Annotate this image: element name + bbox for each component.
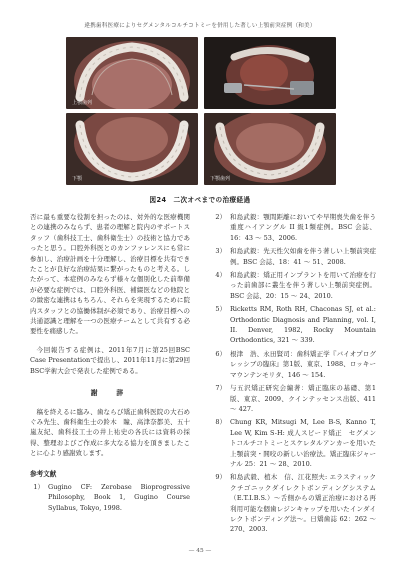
- reference-text: 与五沢矯正研究会編著：矯正臨床の基礎、第1版、東京、2009、クインテッセンス出版、411 〜 427.: [230, 384, 376, 413]
- acknowledgement-text: 稿を終えるに臨み、歯ならび矯正歯科医院の大石めぐみ先生、歯科衛生士の鈴木 瞳、高津奈都美、五十嵐友紀、歯科技工士の井上祐史の各氏には資料の採得、整理およびご作成に多大なる協力を頂きましたことに心より感謝致します。: [30, 407, 190, 458]
- photo-upper-arch: [66, 37, 198, 109]
- photo-lower-arch: [66, 113, 198, 185]
- reference-item: [212, 212, 376, 243]
- reference-number: 8）: [215, 418, 226, 427]
- reference-item: [212, 349, 376, 380]
- body-paragraph: 今回報告する症例は、2011年7月に第25回BSC Case Presentationで提出し、2011年11月に第29回BSC学術大会で発表した症例である。: [30, 345, 190, 375]
- reference-text: 和島武毅：矯正用インプラントを用いて治療を行った前歯部に叢生を伴う著しい上顎前突症例。BSC 会誌、20：15 〜 24、2010.: [230, 271, 376, 300]
- reference-number: 1）: [33, 482, 44, 491]
- photo-label: 上顎歯列: [72, 100, 93, 106]
- reference-text: 根津 浩、永田賢司：歯科矯正学『バイオプログレッシブの臨床』第1版、東京、1988、ロッキーマウンテンモリタ、146 〜 154.: [230, 349, 376, 379]
- reference-text: 和島武毅：先天性欠如歯を伴う著しい上顎前突症例。BSC 会誌、18：41 〜 51、2008.: [230, 247, 376, 266]
- reference-text: 和島武毅、植木 信、江花照夫: エラスティッククチゴニックダイレクトボンディングシステム（E.T.I.B.S.）〜舌側からの矯正治療における再利用可能な個歯レジンキャップを用いたインダイレクトボンディング法〜。日矯歯誌 62：262 〜 270、2003.: [230, 473, 376, 534]
- reference-text: Gugino CF: Zerobase Bioprogressive Philosophy, Book 1, Gugino Course Syllabus, Tokyo, 1998.: [48, 482, 190, 512]
- figure-caption: 図24 二次オペまでの治療経過: [149, 196, 251, 204]
- acknowledgement-heading: 謝 辞: [90, 389, 130, 398]
- reference-number: 5）: [215, 305, 226, 314]
- photo-surgical-site: [204, 37, 336, 109]
- figure: [66, 37, 336, 185]
- photo-lower-arch-2: [204, 113, 336, 185]
- body-paragraph: 否に最も重要な役割を担ったのは、対外的な医療機関との連携のみならず、患者の理解と院内のサポートスタッフ（歯科技工士、歯科衛生士）の技術と協力であったと思う。口腔外科医とのカンファレンスにも常に参加し、治療計画を十分理解し、治療目標を共有できたことが良好な治療結果に繋がったものと考える。したがって、本症例のみならず様々な個別化した前準備が必要な症例では、口腔外科医、補綴医などの他院との緻密な連携はもちろん、それらを実現するために院内スタッフとの協働体制が必須であり、治療目標への共通認識と理解を一つの医療チームとして共有する必要性を痛感した。: [30, 213, 190, 336]
- reference-item: [212, 383, 376, 414]
- reference-text: Ricketts RM, Roth RH, Chaconas SJ, et al.: Orthodontic Diagnosis and Planning, vol. I, II. Denver, 1982, Rocky Mountain Orthodontics, 321 〜 339.: [230, 305, 376, 345]
- reference-item: [212, 246, 376, 267]
- reference-text: 和島武毅：顎間距離においてや早期喪失歯を伴う重度ハイアングル II 級1類症例。BSC 会誌、16：43 〜 53、2006.: [230, 213, 376, 242]
- reference-text: Chung KR, Mitsugi M, Lee B-S, Kanno T, Lee W, Kim S-H: 成人スピード矯正 セグメントコルチコトミーとスケレタルアンカーを用いた上顎前突・開咬の新しい治療法。矯正臨床ジャーナル 25：21 〜 28、2010.: [230, 418, 376, 468]
- reference-number: 7）: [215, 384, 226, 393]
- reference-number: 2）: [215, 213, 226, 221]
- right-column: [212, 212, 376, 538]
- references-heading: 参考文献: [30, 469, 57, 478]
- reference-item: [212, 304, 376, 346]
- reference-item: [212, 472, 376, 534]
- page-number: — 45 —: [188, 548, 212, 554]
- reference-number: 4）: [215, 271, 226, 280]
- running-head: 違携歯科医療によりセグメンタルコルチコトミーを併用した著しい上顎前突症例（和美）: [84, 23, 316, 29]
- reference-item: [212, 417, 376, 469]
- photo-label: 下顎歯列: [210, 176, 231, 182]
- reference-item: [212, 270, 376, 301]
- reference-item: [30, 482, 190, 513]
- photo-label: 下顎: [72, 176, 83, 182]
- reference-number: 9）: [215, 473, 226, 482]
- reference-number: 3）: [215, 247, 226, 256]
- reference-number: 6）: [215, 349, 226, 358]
- left-column: [30, 212, 190, 516]
